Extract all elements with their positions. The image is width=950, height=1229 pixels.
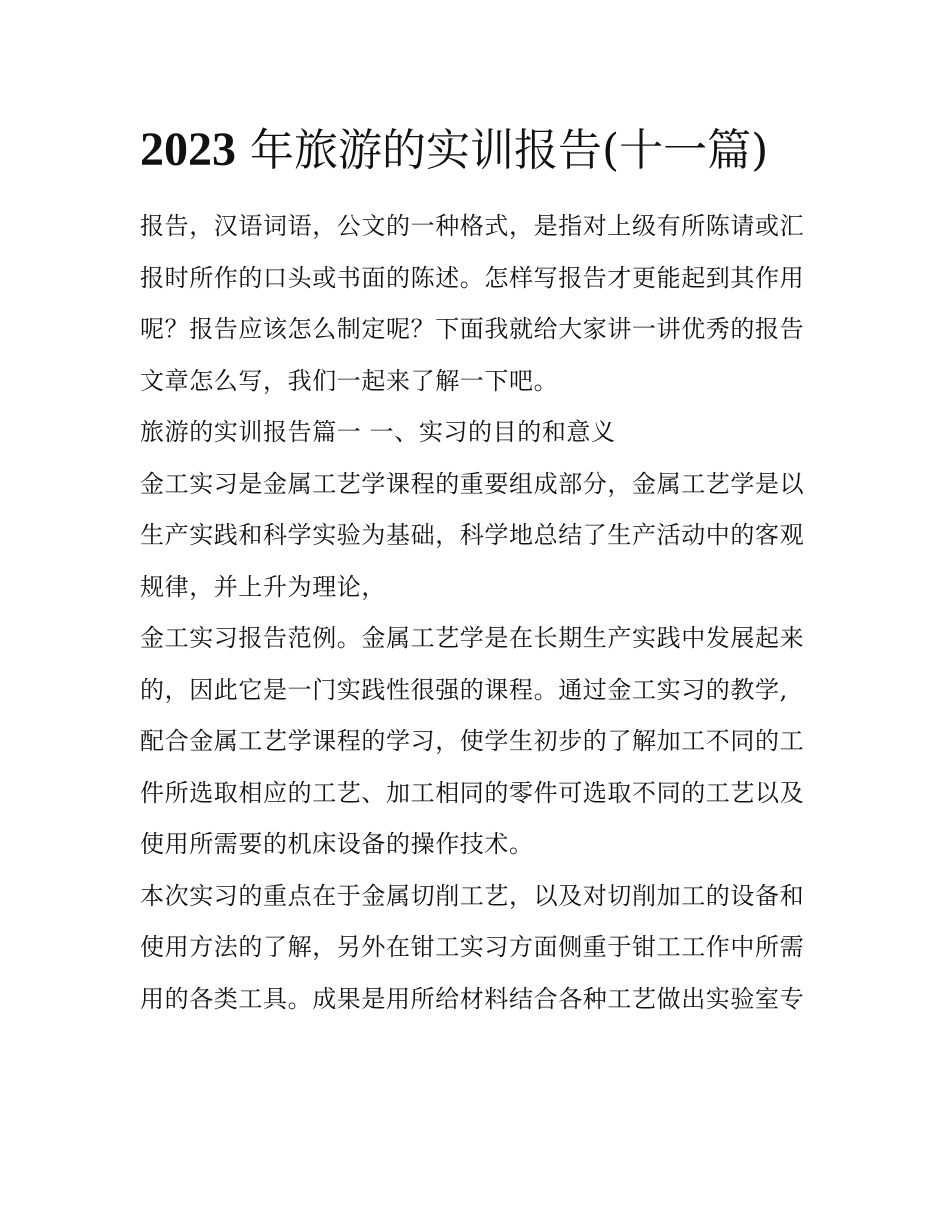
body-line: 生产实践和科学实验为基础，科学地总结了生产活动中的客观 — [140, 521, 805, 549]
intro-line-2: 报时所作的口头或书面的陈述。怎样写报告才更能起到其作用 — [140, 263, 805, 292]
body-line: 本次实习的重点在于金属切削工艺，以及对切削加工的设备和 — [140, 881, 805, 910]
body-line: 金工实习报告范例。金属工艺学是在长期生产实践中发展起来 — [140, 624, 805, 652]
body-line: 用的各类工具。成果是用所给材料结合各种工艺做出实验室专 — [140, 984, 805, 1013]
body-line: 规律，并上升为理论， — [140, 572, 386, 601]
title-text: 年旅游的实训报告(十一篇) — [250, 125, 769, 176]
document-page — [140, 110, 820, 1025]
title-year: 2023 — [140, 123, 236, 176]
intro-line-3: 呢？报告应该怎么制定呢？下面我就给大家讲一讲优秀的报告 — [140, 315, 805, 343]
document-body — [140, 201, 820, 1025]
body-line: 的，因此它是一门实践性很强的课程。通过金工实习的教学, — [140, 675, 788, 704]
body-line: 金工实习是金属工艺学课程的重要组成部分，金属工艺学是以 — [140, 469, 805, 498]
body-line: 配合金属工艺学课程的学习，使学生初步的了解加工不同的工 — [140, 727, 805, 755]
body-line: 使用方法的了解，另外在钳工实习方面侧重于钳工工作中所需 — [140, 933, 805, 961]
intro-line-4: 文章怎么写，我们一起来了解一下吧。 — [140, 366, 559, 395]
document-title — [140, 110, 780, 191]
body-line: 使用所需要的机床设备的操作技术。 — [140, 830, 534, 858]
body-line: 件所选取相应的工艺、加工相同的零件可选取不同的工艺以及 — [140, 778, 805, 807]
section-heading: 旅游的实训报告篇一 一、实习的目的和意义 — [140, 418, 616, 446]
intro-line-1: 报告，汉语词语，公文的一种格式，是指对上级有所陈请或汇 — [140, 212, 805, 240]
